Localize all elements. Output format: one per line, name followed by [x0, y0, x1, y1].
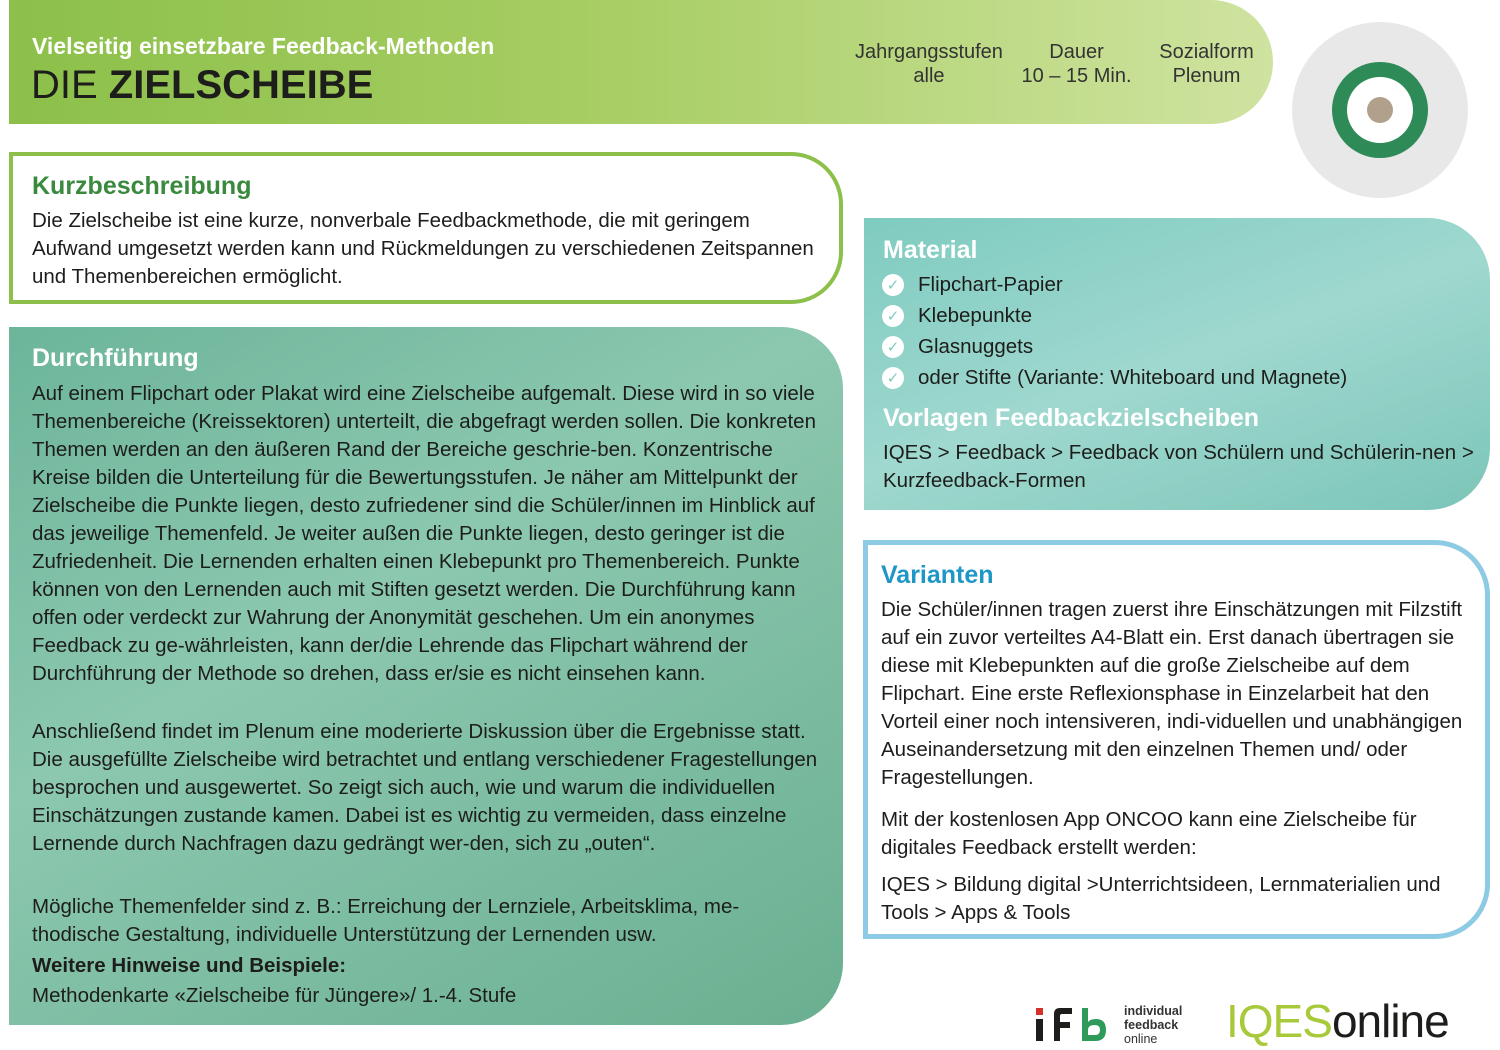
meta-label: Jahrgangsstufen [855, 41, 1003, 63]
templates-path: IQES > Feedback > Feedback von Schülern und Schülerin-nen > Kurzfeedback-Formen [883, 441, 1474, 492]
material-item-label: oder Stifte (Variante: Whiteboard und Magnete) [918, 365, 1348, 389]
variants-box [863, 540, 1490, 939]
meta-label: Sozialform [1159, 41, 1254, 63]
meta-value: Plenum [1172, 65, 1241, 87]
material-item-label: Klebepunkte [918, 303, 1032, 327]
short-description-heading: Kurzbeschreibung [32, 172, 252, 200]
list-item [882, 331, 1347, 362]
meta-value: alle [913, 65, 945, 87]
ifb-logo-text [1124, 1004, 1182, 1046]
list-item [882, 300, 1347, 331]
ifb-line-3: online [1124, 1032, 1158, 1046]
hints-title: Weitere Hinweise und Beispiele: [32, 954, 347, 977]
page-title [31, 63, 373, 108]
list-item [882, 362, 1347, 393]
material-item-label: Flipchart-Papier [918, 272, 1063, 296]
short-description-text: Die Zielscheibe ist eine kurze, nonverbale Feedbackmethode, die mit geringem Aufwand umgesetzt werden kann und Rückmeldungen zu verschiedenen Zeitspannen und Themenbereichen ermöglicht. [32, 209, 814, 288]
iqes-online: online [1331, 995, 1449, 1047]
meta-value: 10 – 15 Min. [1021, 65, 1132, 87]
material-heading: Material [883, 236, 978, 264]
meta-label: Dauer [1049, 41, 1104, 63]
procedure-paragraph-1: Auf einem Flipchart oder Plakat wird eine Zielscheibe aufgemalt. Diese wird in so viele Themenbereiche (Kreissektoren) unterteilt, die abgefragt werden sollen. Die konkreten Themen werden an den äußeren Rand der Bereiche geschrie-ben. Konzentrische Kreise bilden die Unterteilung für die Bewertungsstufen. Je näher am Mittelpunkt der Zielscheibe die Punkte liegen, desto zufriedener sind die Schüler/innen im Hinblick auf das jeweilige Themenfeld. Je weiter außen die Punkte liegen, desto geringer ist die Zufriedenheit. Die Lernenden erhalten einen Klebepunkt pro Themenbereich. Punkte können von den Lernenden auch mit Stiften gesetzt werden. Die Durchführung kann offen oder verdeckt zur Wahrung der Anonymität geschehen. Um ein anonymes Feedback zu ge-währleisten, kann der/die Lehrende das Flipchart während der Durchführung der Methode so drehen, dass er/sie es nicht einsehen kann. [32, 382, 816, 685]
ifb-line-2: feedback [1124, 1018, 1179, 1032]
meta-social-form [1139, 40, 1274, 88]
header-banner [9, 0, 1273, 124]
procedure-paragraph-2: Anschließend findet im Plenum eine moderierte Diskussion über die Ergebnisse statt. Die ausgefüllte Zielscheibe wird betrachtet und entlang verschiedener Fragestellungen besprochen und ausgewertet. So zeigt sich auch, wie und warum die individuellen Einschätzungen zustande kamen. Dabei ist es wichtig zu vermeiden, dass einzelne Lernende durch Nachfragen dazu gedrängt wer-den, sich zu „outen“. [32, 720, 818, 855]
check-icon: ✓ [882, 367, 904, 389]
short-description-box [9, 152, 843, 304]
procedure-paragraph-3: Mögliche Themenfelder sind z. B.: Erreichung der Lernziele, Arbeitsklima, me-thodische Gestaltung, individuelle Unterstützung der Lernenden usw. [32, 895, 740, 946]
procedure-heading: Durchführung [32, 344, 199, 372]
material-item-label: Glasnuggets [918, 334, 1034, 358]
templates-heading: Vorlagen Feedbackzielscheiben [883, 404, 1260, 432]
material-list [882, 269, 1347, 393]
meta-grade-levels [839, 40, 1019, 88]
procedure-box [9, 327, 843, 1025]
variants-paragraph-1: Die Schüler/innen tragen zuerst ihre Einschätzungen mit Filzstift auf ein zuvor verteiltes A4-Blatt ein. Erst danach übertragen sie diese mit Klebepunkten auf die große Zielscheibe auf dem Flipchart. Eine erste Reflexionsphase in Einzelarbeit hat den Vorteil einer noch intensiveren, indi-viduellen und unabhängigen Auseinandersetzung mit den einzelnen Themen und/ oder Fragestellungen. [881, 598, 1463, 789]
variants-paragraph-2: Mit der kostenlosen App ONCOO kann eine Zielscheibe für digitales Feedback erstellt werden: [881, 808, 1417, 859]
meta-duration [1009, 40, 1144, 88]
check-icon: ✓ [882, 336, 904, 358]
list-item [882, 269, 1347, 300]
title-prefix: DIE [31, 63, 109, 107]
variants-heading: Varianten [881, 561, 994, 589]
check-icon: ✓ [882, 305, 904, 327]
iqes-online-logo [1226, 994, 1449, 1048]
iqes-brand: IQES [1226, 995, 1332, 1047]
target-icon [1290, 20, 1470, 200]
ifb-line-1: individual [1124, 1004, 1183, 1018]
title-main: ZIELSCHEIBE [108, 63, 374, 107]
page-subtitle: Vielseitig einsetzbare Feedback-Methoden [32, 33, 495, 59]
check-icon: ✓ [882, 274, 904, 296]
variants-paragraph-3: IQES > Bildung digital >Unterrichtsideen, Lernmaterialien und Tools > Apps & Tools [881, 873, 1441, 924]
material-box [864, 218, 1490, 510]
hints-text: Methodenkarte «Zielscheibe für Jüngere»/ 1.-4. Stufe [32, 984, 517, 1007]
